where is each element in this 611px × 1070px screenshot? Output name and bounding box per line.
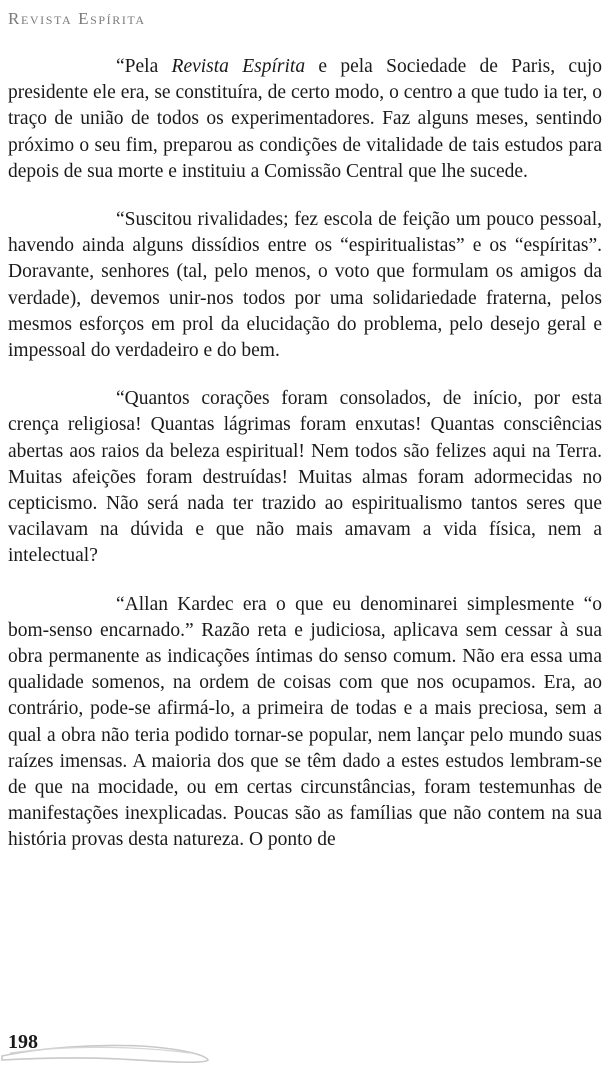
- paragraph-1-rest: e pela Sociedade de Paris, cujo presidente ele era, se constituíra, de certo modo, o centro a que tudo ia ter, o traço de união de todos os experimentadores. Faz alguns meses, sentindo próximo o seu fim, preparou as condições de vitalidade de tais estudos para depois de sua morte e instituiu a Comissão Central que lhe sucede.: [8, 56, 602, 182]
- page-number: 198: [8, 1031, 38, 1053]
- body-text: [8, 54, 602, 854]
- journal-title-italic: Revista Espírita: [171, 56, 306, 77]
- running-header: Revista Espírita: [8, 9, 146, 28]
- paragraph-3: “Quantos corações foram consolados, de início, por esta crença religiosa! Quantas lágrimas foram enxutas! Quantas consciências abertas aos raios da beleza espiritual! Nem todos são felizes aqui na Terra. Muitas afeições foram destruídas! Muitas almas foram adormecidas no cepticismo. Não será nada ter trazido ao espiritualismo tantos seres que vacilavam na dúvida e que não mais amavam a vida física, nem a intelectual?: [8, 388, 602, 567]
- paragraph-1: [8, 54, 602, 185]
- paragraph-4: “Allan Kardec era o que eu denominarei simplesmente “o bom-senso encarnado.” Razão reta e judiciosa, aplicava sem cessar à sua obra permanente as indicações íntimas do senso comum. Não era essa uma qualidade somenos, na ordem de coisas com que nos ocupamos. Era, ao contrário, pode-se afirmá-lo, a primeira de todas e a mais preciosa, sem a qual a obra não teria podido tornar-se popular, nem lançar pelo mundo suas raízes imensas. A maioria dos que se têm dado a estes estudos lembram-se de que na mocidade, ou em certas circunstâncias, foram testemunhas de manifestações inexplicadas. Poucas são as famílias que não contem na sua história provas desta natureza. O ponto de: [8, 593, 602, 851]
- paragraph-2: “Suscitou rivalidades; fez escola de feição um pouco pessoal, havendo ainda alguns dissídios entre os “espiritualistas” e os “espíritas”. Doravante, senhores (tal, pelo menos, o voto que formulam os amigos da verdade), devemos unir-nos todos por uma solidariedade fraterna, pelos mesmos esforços em prol da elucidação do problema, pelo desejo geral e impessoal do verdadeiro e do bem.: [8, 209, 602, 362]
- paragraph-1-lead: “Pela: [116, 56, 172, 77]
